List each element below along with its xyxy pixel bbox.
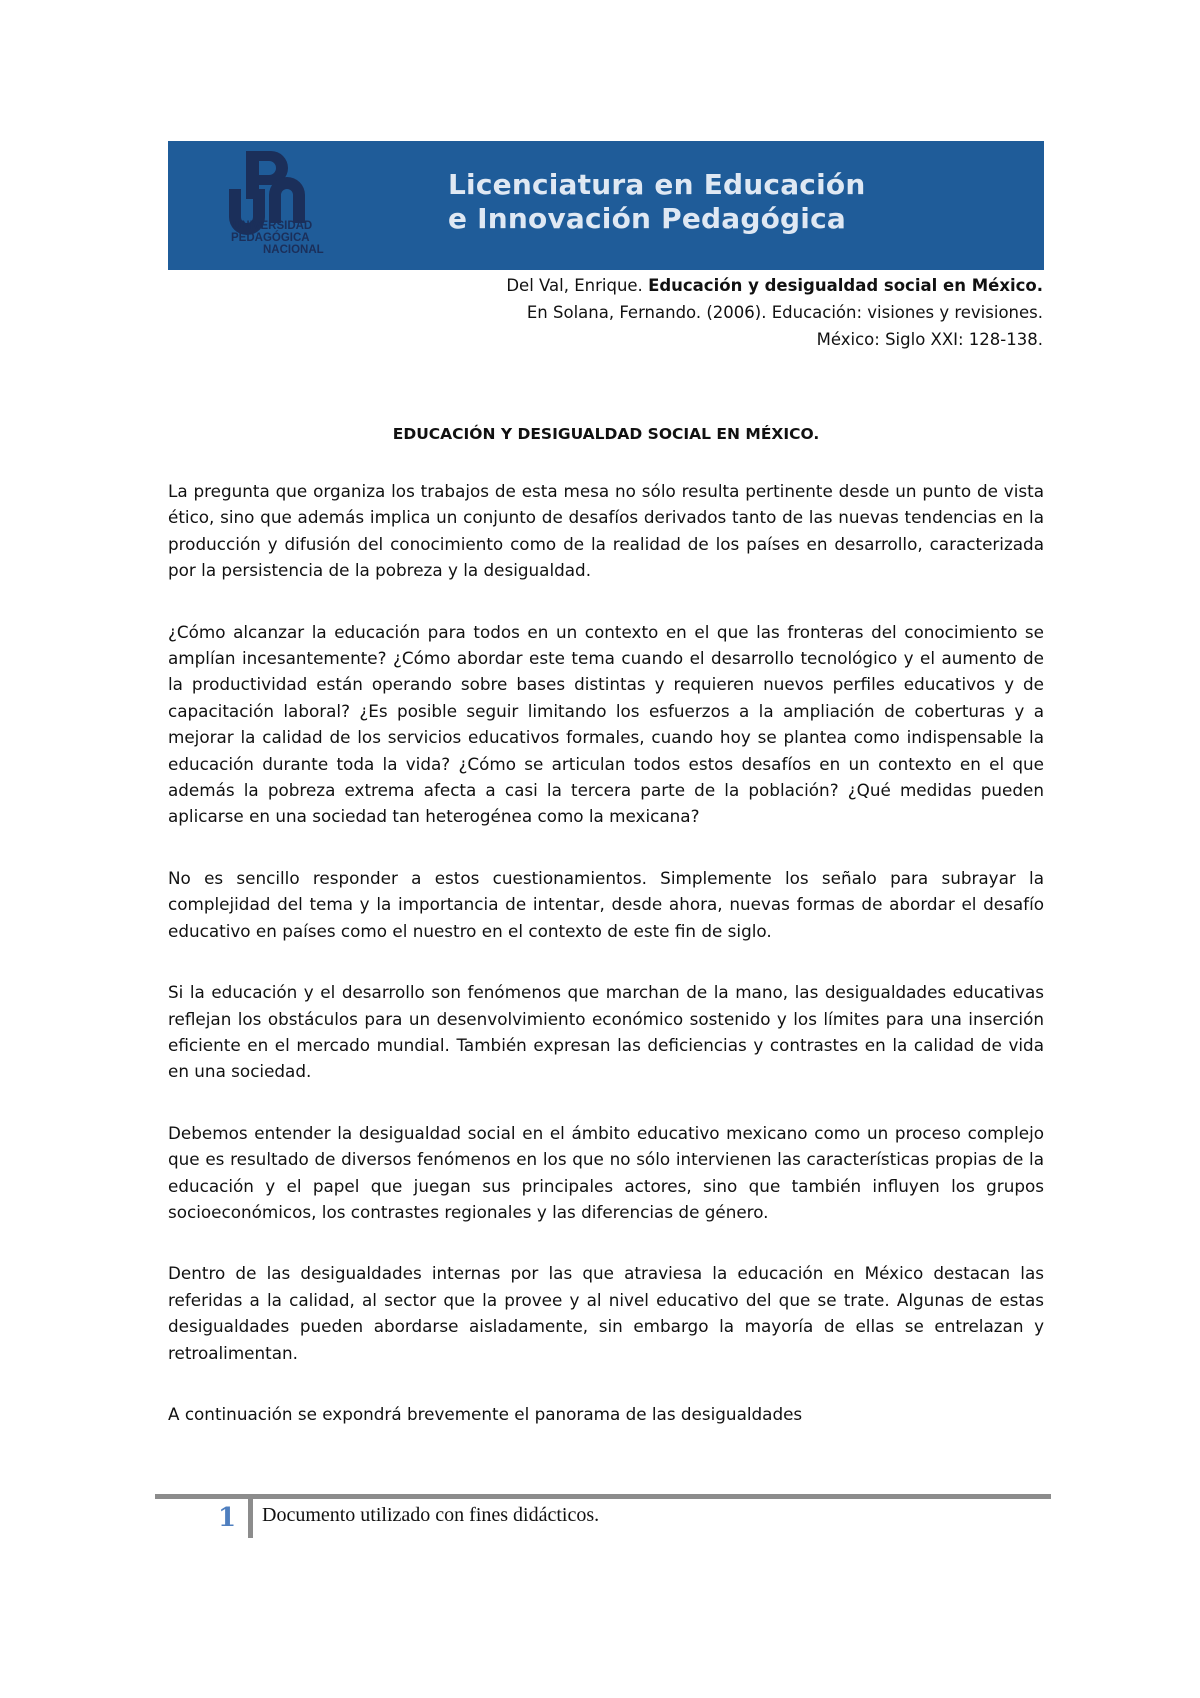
document-title: EDUCACIÓN Y DESIGUALDAD SOCIAL EN MÉXICO.: [392, 425, 820, 443]
logo-line: NACIONAL: [263, 244, 324, 256]
citation-line: [506, 272, 1043, 299]
program-title-line: e Innovación Pedagógica: [448, 202, 846, 235]
citation: [506, 272, 1043, 353]
header-banner: [168, 141, 1044, 270]
footer-note: Documento utilizado con fines didácticos.: [262, 1504, 600, 1526]
paragraph: Debemos entender la desigualdad social en el ámbito educativo mexicano como un proceso complejo que es resultado de diversos fenómenos en los que no sólo intervienen las características propias de la educación y el papel que juegan sus principales actores, sino que también influyen los grupos socioeconómicos, los contrastes regionales y las diferencias de género.: [168, 1122, 1044, 1222]
citation-line: En Solana, Fernando. (2006). Educación: visiones y revisiones.: [526, 303, 1043, 322]
citation-work-title: Educación y desigualdad social en México.: [648, 276, 1043, 295]
paragraph: ¿Cómo alcanzar la educación para todos en un contexto en el que las fronteras del conocimiento se amplían incesantemente? ¿Cómo abordar este tema cuando el desarrollo tecnológico y el aumento de la productividad están operando sobre bases distintas y requieren nuevos perfiles educativos y de capacitación laboral? ¿Es posible seguir limitando los esfuerzos a la ampliación de coberturas y a mejorar la calidad de los servicios educativos formales, cuando hoy se plantea como indispensable la educación durante toda la vida? ¿Cómo se articulan todos estos desafíos en un contexto en el que además la pobreza extrema afecta a casi la tercera parte de la población? ¿Qué medidas pueden aplicarse en una sociedad tan heterogénea como la mexicana?: [168, 621, 1044, 827]
citation-author: Del Val, Enrique.: [506, 276, 643, 295]
citation-line: México: Siglo XXI: 128-138.: [816, 330, 1043, 349]
program-title: [448, 168, 865, 236]
paragraph: A continuación se expondrá brevemente el panorama de las desigualdades: [168, 1403, 803, 1424]
document-body: [168, 478, 1044, 1427]
paragraph: Dentro de las desigualdades internas por las que atraviesa la educación en México destacan las referidas a la calidad, al sector que la provee y al nivel educativo del que se trate. Algunas de estas desigualdades pueden abordarse aisladamente, sin embargo la mayoría de ellas se entrelazan y retroalimentan.: [168, 1263, 1044, 1363]
footer-divider: [155, 1494, 1051, 1499]
footer-separator: [248, 1494, 253, 1538]
upn-logo-wordmark: [231, 220, 381, 256]
paragraph: No es sencillo responder a estos cuestionamientos. Simplemente los señalo para subrayar la complejidad del tema y la importancia de intentar, desde ahora, nuevas formas de abordar el desafío educativo en países como el nuestro en el contexto de este fin de siglo.: [168, 867, 1044, 941]
paragraph: Si la educación y el desarrollo son fenómenos que marchan de la mano, las desigualdades educativas reflejan los obstáculos para un desenvolvimiento económico sostenido y los límites para una inserción eficiente en el mercado mundial. También expresan las deficiencias y contrastes en la calidad de vida en una sociedad.: [168, 982, 1044, 1082]
page-number: 1: [217, 1503, 237, 1533]
logo-line: PEDAGÓGICA: [231, 232, 310, 244]
program-title-line: Licenciatura en Educación: [448, 168, 866, 201]
paragraph: La pregunta que organiza los trabajos de esta mesa no sólo resulta pertinente desde un punto de vista ético, sino que además implica un conjunto de desafíos derivados tanto de las nuevas tendencias en la producción y difusión del conocimiento como de la realidad de los países en desarrollo, caracterizada por la persistencia de la pobreza y la desigualdad.: [168, 481, 1044, 581]
logo-line: UNIVERSIDAD: [233, 220, 313, 232]
